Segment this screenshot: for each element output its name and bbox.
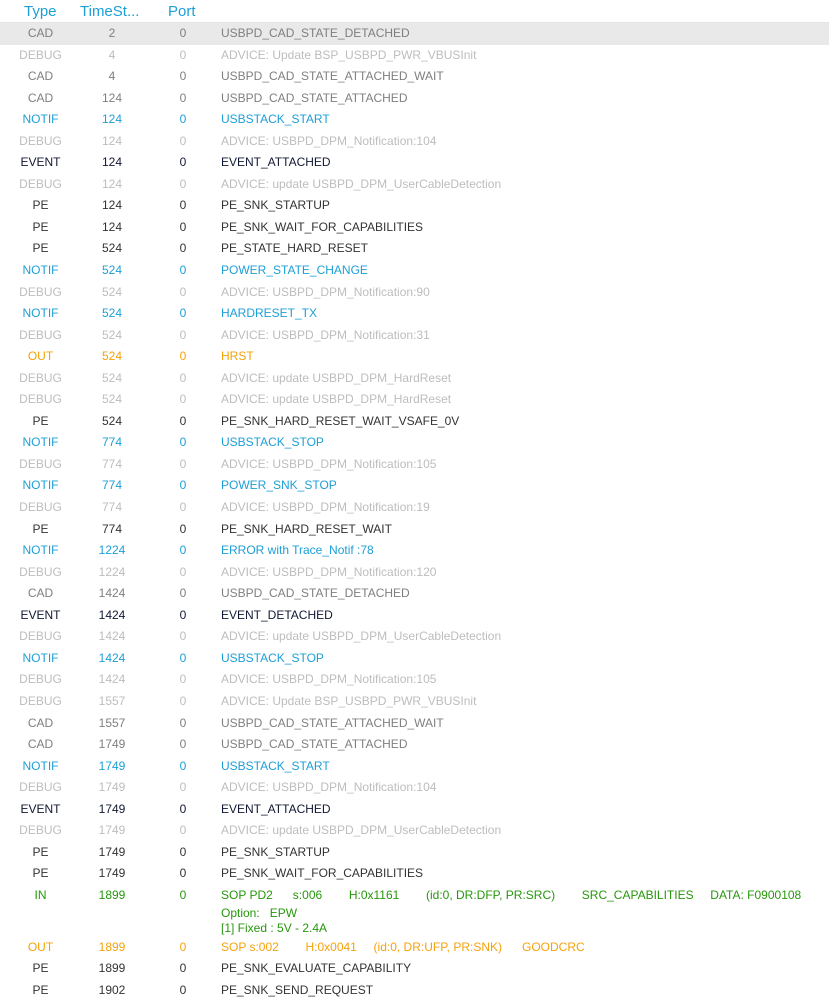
row-message [221, 958, 829, 980]
row-message [221, 605, 829, 627]
row-port: 0 [179, 327, 187, 342]
row-type: DEBUG [19, 47, 62, 62]
table-row[interactable] [0, 174, 829, 196]
row-type: DEBUG [19, 564, 62, 579]
row-type: NOTIF [22, 306, 59, 321]
table-row[interactable] [0, 282, 829, 304]
row-type: DEBUG [19, 500, 62, 515]
row-timestamp: 1424 [98, 607, 126, 622]
row-type: OUT [27, 349, 54, 364]
row-type: NOTIF [22, 263, 59, 278]
row-timestamp: 774 [101, 500, 123, 515]
table-row[interactable] [0, 368, 829, 390]
row-type: DEBUG [19, 133, 62, 148]
row-message-text: ADVICE: USBPD_DPM_Notification:104 [221, 780, 437, 795]
row-port: 0 [179, 887, 187, 902]
row-type: DEBUG [19, 176, 62, 191]
row-port: 0 [179, 69, 187, 84]
row-message [221, 583, 829, 605]
row-type: PE [32, 219, 49, 234]
row-port: 0 [179, 284, 187, 299]
row-type: PE [32, 866, 49, 881]
row-message [221, 820, 829, 842]
row-timestamp: 1749 [98, 780, 126, 795]
row-message-text: ADVICE: update USBPD_DPM_HardReset [221, 370, 452, 385]
row-port: 0 [179, 263, 187, 278]
row-timestamp: 1749 [98, 758, 126, 773]
row-timestamp: 4 [108, 69, 116, 84]
row-port: 0 [179, 112, 187, 127]
row-timestamp: 524 [101, 370, 123, 385]
row-type: DEBUG [19, 672, 62, 687]
row-type: CAD [27, 90, 54, 105]
row-port: 0 [179, 370, 187, 385]
row-type: DEBUG [19, 284, 62, 299]
row-timestamp: 124 [101, 155, 123, 170]
row-timestamp: 124 [101, 133, 123, 148]
row-port: 0 [179, 521, 187, 536]
table-row[interactable] [0, 626, 829, 648]
row-type: DEBUG [19, 780, 62, 795]
row-type: PE [32, 413, 49, 428]
row-timestamp: 1899 [98, 939, 126, 954]
row-message [221, 691, 829, 713]
row-timestamp: 124 [101, 219, 123, 234]
row-timestamp: 1557 [98, 693, 126, 708]
row-message-text: USBPD_CAD_STATE_ATTACHED [221, 737, 408, 752]
row-message-text: ADVICE: Update BSP_USBPD_PWR_VBUSInit [221, 693, 477, 708]
row-type: NOTIF [22, 543, 59, 558]
row-message [221, 756, 829, 778]
table-row[interactable] [0, 411, 829, 433]
row-type: CAD [27, 69, 54, 84]
table-row[interactable] [0, 583, 829, 605]
row-message-text: USBPD_CAD_STATE_DETACHED [221, 586, 410, 601]
row-message [221, 88, 829, 110]
row-type: DEBUG [19, 693, 62, 708]
row-timestamp: 1749 [98, 844, 126, 859]
column-header-port[interactable]: Port [168, 3, 196, 20]
row-message-text: EVENT_DETACHED [221, 607, 333, 622]
row-timestamp: 524 [101, 241, 123, 256]
row-message-text: PE_STATE_HARD_RESET [221, 241, 368, 256]
table-row[interactable] [0, 799, 829, 821]
row-timestamp: 1424 [98, 650, 126, 665]
row-message-text: ADVICE: USBPD_DPM_Notification:19 [221, 500, 430, 515]
row-timestamp: 4 [108, 47, 116, 62]
row-port: 0 [179, 306, 187, 321]
row-message-text: PE_SNK_STARTUP [221, 198, 330, 213]
row-message [221, 260, 829, 282]
row-message [221, 842, 829, 864]
row-type: NOTIF [22, 650, 59, 665]
row-type: PE [32, 521, 49, 536]
row-message [221, 454, 829, 476]
row-timestamp: 1749 [98, 866, 126, 881]
table-row[interactable] [0, 958, 829, 980]
row-timestamp: 524 [101, 392, 123, 407]
row-message-detail: [1] Fixed : 5V - 2.4A [221, 921, 328, 936]
row-message-text: ADVICE: USBPD_DPM_Notification:105 [221, 672, 437, 687]
table-row[interactable] [0, 980, 829, 1002]
row-message [221, 648, 829, 670]
row-message [221, 174, 829, 196]
row-port: 0 [179, 219, 187, 234]
table-row[interactable] [0, 562, 829, 584]
table-row[interactable] [0, 346, 829, 368]
row-message-text: SOP PD2 s:006 H:0x1161 (id:0, DR:DFP, PR:SRC) SRC_CAPABILITIES DATA: F0900108 [221, 887, 802, 902]
row-type: PE [32, 198, 49, 213]
table-row[interactable] [0, 23, 829, 45]
row-port: 0 [179, 543, 187, 558]
row-message-text: ADVICE: update USBPD_DPM_UserCableDetection [221, 823, 502, 838]
row-message [221, 303, 829, 325]
row-message-text: USBSTACK_STOP [221, 650, 324, 665]
row-timestamp: 1899 [98, 887, 126, 902]
row-timestamp: 124 [101, 90, 123, 105]
row-message [221, 411, 829, 433]
row-timestamp: 1424 [98, 629, 126, 644]
row-message-text: ERROR with Trace_Notif :78 [221, 543, 374, 558]
row-port: 0 [179, 629, 187, 644]
table-row[interactable] [0, 66, 829, 88]
table-row[interactable] [0, 863, 829, 885]
row-port: 0 [179, 715, 187, 730]
table-row[interactable] [0, 325, 829, 347]
table-row[interactable] [0, 303, 829, 325]
table-row[interactable] [0, 238, 829, 260]
table-row[interactable] [0, 734, 829, 756]
table-row[interactable] [0, 88, 829, 110]
row-timestamp: 124 [101, 176, 123, 191]
row-message [221, 885, 829, 937]
row-message-text: PE_SNK_HARD_RESET_WAIT_VSAFE_0V [221, 413, 460, 428]
table-row[interactable] [0, 109, 829, 131]
row-type: NOTIF [22, 435, 59, 450]
row-message [221, 109, 829, 131]
table-row[interactable] [0, 820, 829, 842]
table-row[interactable] [0, 217, 829, 239]
row-message [221, 23, 829, 45]
table-row[interactable] [0, 777, 829, 799]
row-type: PE [32, 844, 49, 859]
row-message [221, 562, 829, 584]
row-message [221, 45, 829, 67]
row-message [221, 713, 829, 735]
row-message [221, 325, 829, 347]
row-timestamp: 774 [101, 478, 123, 493]
row-message-text: PE_SNK_EVALUATE_CAPABILITY [221, 961, 412, 976]
row-message [221, 432, 829, 454]
row-timestamp: 1224 [98, 543, 126, 558]
row-message [221, 131, 829, 153]
row-port: 0 [179, 456, 187, 471]
row-port: 0 [179, 823, 187, 838]
row-type: CAD [27, 26, 54, 40]
row-port: 0 [179, 586, 187, 601]
row-message-text: SOP s:002 H:0x0041 (id:0, DR:UFP, PR:SNK) GOODCRC [221, 939, 585, 954]
row-type: NOTIF [22, 112, 59, 127]
row-port: 0 [179, 939, 187, 954]
row-port: 0 [179, 241, 187, 256]
row-message-text: USBSTACK_STOP [221, 435, 324, 450]
row-timestamp: 1224 [98, 564, 126, 579]
table-row[interactable] [0, 475, 829, 497]
column-header-type[interactable]: Type [24, 3, 57, 20]
row-port: 0 [179, 90, 187, 105]
row-port: 0 [179, 693, 187, 708]
table-row[interactable] [0, 152, 829, 174]
row-message-text: PE_SNK_HARD_RESET_WAIT [221, 521, 392, 536]
row-message-text: PE_SNK_SEND_REQUEST [221, 982, 374, 997]
table-row[interactable] [0, 195, 829, 217]
row-message [221, 368, 829, 390]
row-message-text: EVENT_ATTACHED [221, 801, 331, 816]
row-message-text: ADVICE: USBPD_DPM_Notification:120 [221, 564, 437, 579]
table-row[interactable] [0, 842, 829, 864]
row-timestamp: 1557 [98, 715, 126, 730]
table-row[interactable] [0, 885, 829, 937]
row-type: DEBUG [19, 823, 62, 838]
row-type: EVENT [20, 607, 61, 622]
row-message-text: POWER_STATE_CHANGE [221, 263, 368, 278]
row-message [221, 669, 829, 691]
row-message [221, 475, 829, 497]
row-type: DEBUG [19, 327, 62, 342]
row-message-text: ADVICE: USBPD_DPM_Notification:105 [221, 456, 437, 471]
table-row[interactable] [0, 540, 829, 562]
table-row[interactable] [0, 713, 829, 735]
row-message [221, 195, 829, 217]
row-timestamp: 524 [101, 284, 123, 299]
table-row[interactable] [0, 432, 829, 454]
row-timestamp: 524 [101, 306, 123, 321]
table-row[interactable] [0, 497, 829, 519]
row-port: 0 [179, 607, 187, 622]
row-port: 0 [179, 155, 187, 170]
row-message [221, 863, 829, 885]
table-row[interactable] [0, 669, 829, 691]
row-message-text: USBSTACK_START [221, 112, 330, 127]
row-port: 0 [179, 650, 187, 665]
row-message [221, 937, 829, 959]
row-port: 0 [179, 672, 187, 687]
row-type: DEBUG [19, 370, 62, 385]
row-port: 0 [179, 413, 187, 428]
row-port: 0 [179, 500, 187, 515]
table-row[interactable] [0, 45, 829, 67]
row-message-text: ADVICE: USBPD_DPM_Notification:104 [221, 133, 437, 148]
column-header-timestamp[interactable]: TimeSt... [80, 3, 140, 20]
table-row[interactable] [0, 937, 829, 959]
row-message-text: USBPD_CAD_STATE_ATTACHED_WAIT [221, 69, 444, 84]
table-row[interactable] [0, 131, 829, 153]
row-port: 0 [179, 47, 187, 62]
row-type: EVENT [20, 801, 61, 816]
row-timestamp: 774 [101, 456, 123, 471]
table-row[interactable] [0, 389, 829, 411]
row-message [221, 346, 829, 368]
row-timestamp: 1749 [98, 737, 126, 752]
row-port: 0 [179, 982, 187, 997]
row-type: DEBUG [19, 456, 62, 471]
row-timestamp: 1899 [98, 961, 126, 976]
row-message [221, 497, 829, 519]
row-timestamp: 524 [101, 413, 123, 428]
row-message-text: ADVICE: USBPD_DPM_Notification:90 [221, 284, 430, 299]
row-port: 0 [179, 801, 187, 816]
table-row[interactable] [0, 260, 829, 282]
row-port: 0 [179, 737, 187, 752]
row-port: 0 [179, 198, 187, 213]
row-message [221, 734, 829, 756]
row-message [221, 152, 829, 174]
row-message [221, 777, 829, 799]
row-timestamp: 124 [101, 112, 123, 127]
table-row[interactable] [0, 691, 829, 713]
row-timestamp: 1749 [98, 801, 126, 816]
table-row[interactable] [0, 519, 829, 541]
row-timestamp: 1902 [98, 982, 126, 997]
trace-log-table [0, 23, 829, 1002]
row-port: 0 [179, 758, 187, 773]
row-message-text: HARDRESET_TX [221, 306, 318, 321]
row-type: NOTIF [22, 478, 59, 493]
row-message-detail: Option: EPW [221, 906, 298, 921]
table-row[interactable] [0, 605, 829, 627]
row-type: DEBUG [19, 629, 62, 644]
row-message [221, 66, 829, 88]
row-message [221, 980, 829, 1002]
row-message-text: HRST [221, 349, 254, 364]
row-port: 0 [179, 844, 187, 859]
row-timestamp: 1749 [98, 823, 126, 838]
row-message [221, 389, 829, 411]
row-port: 0 [179, 392, 187, 407]
row-timestamp: 124 [101, 198, 123, 213]
table-header [0, 0, 829, 23]
row-message [221, 799, 829, 821]
table-row[interactable] [0, 454, 829, 476]
row-type: PE [32, 961, 49, 976]
row-message-text: PE_SNK_STARTUP [221, 844, 330, 859]
row-port: 0 [179, 133, 187, 148]
row-port: 0 [179, 349, 187, 364]
row-message [221, 217, 829, 239]
row-type: CAD [27, 586, 54, 601]
row-message [221, 238, 829, 260]
row-message [221, 519, 829, 541]
table-row[interactable] [0, 648, 829, 670]
row-message-text: ADVICE: update USBPD_DPM_HardReset [221, 392, 452, 407]
row-message-text: EVENT_ATTACHED [221, 155, 331, 170]
row-message-text: USBSTACK_START [221, 758, 330, 773]
row-port: 0 [179, 478, 187, 493]
row-message-text: USBPD_CAD_STATE_ATTACHED [221, 90, 408, 105]
row-type: PE [32, 982, 49, 997]
row-message-text: PE_SNK_WAIT_FOR_CAPABILITIES [221, 219, 424, 234]
row-timestamp: 774 [101, 435, 123, 450]
row-message-text: PE_SNK_WAIT_FOR_CAPABILITIES [221, 866, 424, 881]
row-type: EVENT [20, 155, 61, 170]
row-type: CAD [27, 715, 54, 730]
row-port: 0 [179, 780, 187, 795]
row-message-text: ADVICE: update USBPD_DPM_UserCableDetection [221, 629, 502, 644]
row-timestamp: 1424 [98, 672, 126, 687]
row-type: DEBUG [19, 392, 62, 407]
row-message-text: USBPD_CAD_STATE_ATTACHED_WAIT [221, 715, 444, 730]
row-type: CAD [27, 737, 54, 752]
row-port: 0 [179, 435, 187, 450]
row-timestamp: 774 [101, 521, 123, 536]
row-timestamp: 2 [108, 26, 116, 40]
row-port: 0 [179, 866, 187, 881]
row-message-text: ADVICE: USBPD_DPM_Notification:31 [221, 327, 430, 342]
row-port: 0 [179, 176, 187, 191]
row-message [221, 626, 829, 648]
row-message [221, 282, 829, 304]
row-type: IN [34, 887, 47, 902]
row-message-text: ADVICE: Update BSP_USBPD_PWR_VBUSInit [221, 47, 477, 62]
row-port: 0 [179, 26, 187, 40]
row-message-text: POWER_SNK_STOP [221, 478, 337, 493]
row-message [221, 540, 829, 562]
row-type: OUT [27, 939, 54, 954]
row-message-text: USBPD_CAD_STATE_DETACHED [221, 26, 410, 40]
row-port: 0 [179, 564, 187, 579]
table-row[interactable] [0, 756, 829, 778]
row-timestamp: 524 [101, 349, 123, 364]
row-message-text: ADVICE: update USBPD_DPM_UserCableDetection [221, 176, 502, 191]
row-timestamp: 524 [101, 327, 123, 342]
row-timestamp: 524 [101, 263, 123, 278]
row-port: 0 [179, 961, 187, 976]
row-type: PE [32, 241, 49, 256]
row-type: NOTIF [22, 758, 59, 773]
row-timestamp: 1424 [98, 586, 126, 601]
